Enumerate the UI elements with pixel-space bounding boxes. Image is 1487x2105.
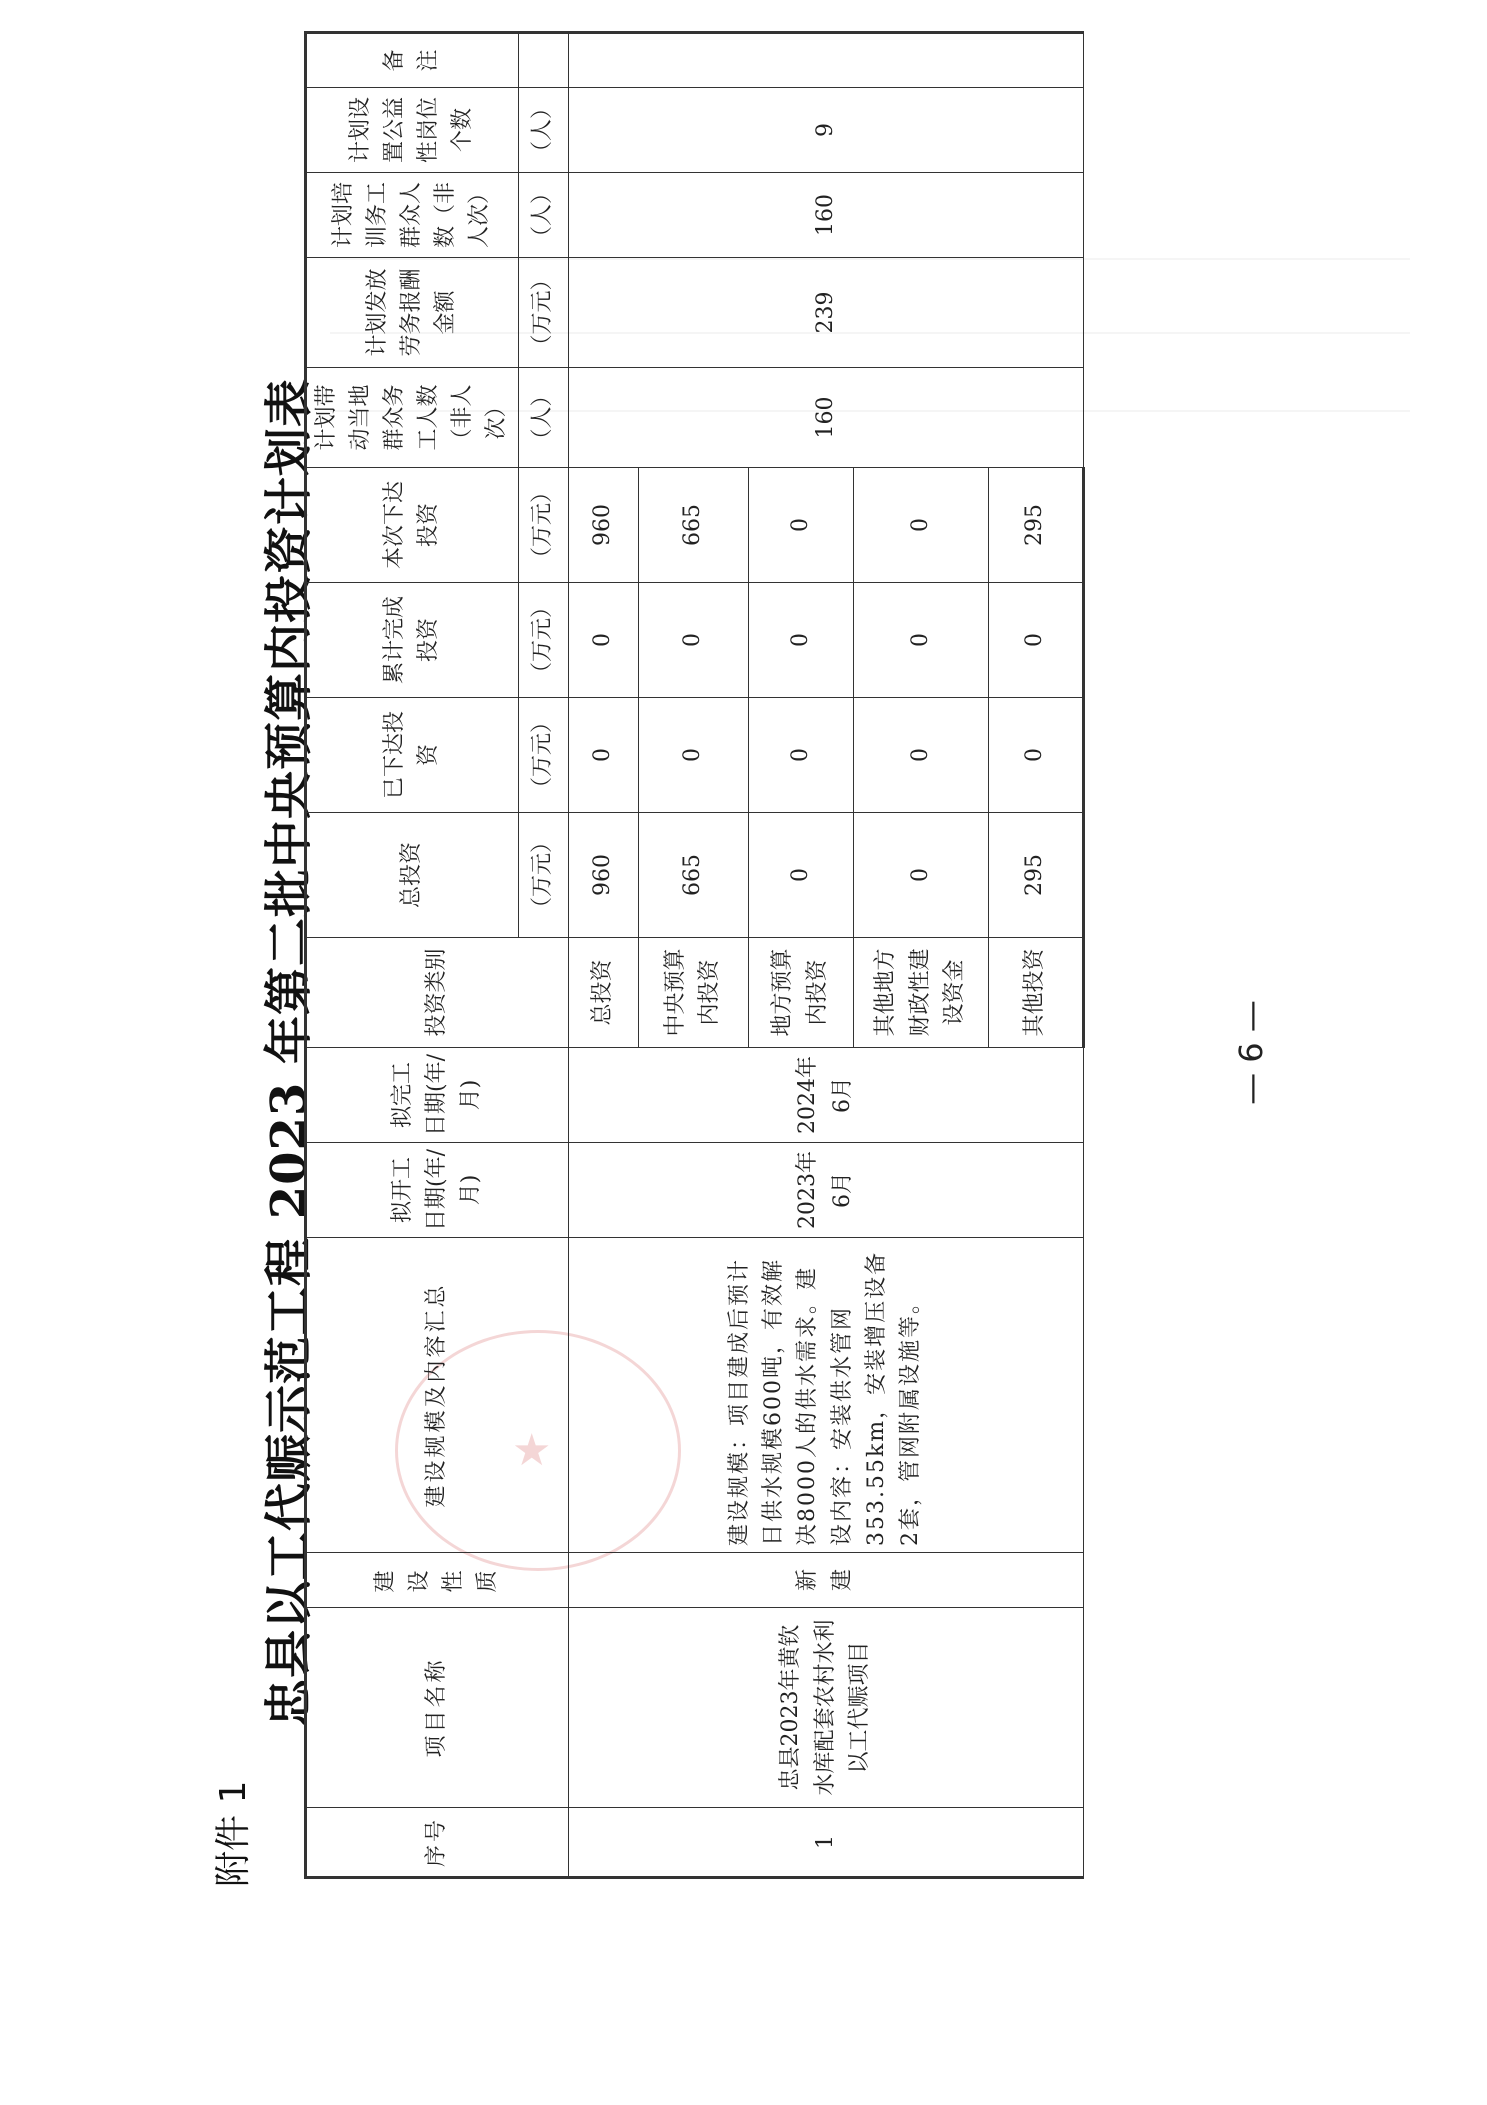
header-current-investment: 本次下达投资	[306, 468, 519, 583]
unit-issued: （万元）	[518, 698, 568, 813]
project-remarks	[568, 33, 1083, 88]
header-investment-category: 投资类别	[306, 938, 569, 1048]
unit-completed: （万元）	[518, 583, 568, 698]
row-issued: 0	[988, 698, 1083, 813]
attachment-label: 附件 1	[213, 1780, 254, 1887]
header-construction-nature: 建设性质	[306, 1553, 569, 1608]
header-remarks: 备注	[306, 33, 519, 88]
project-name: 忠县2023年黄钦水库配套农村水利以工代赈项目	[568, 1608, 1083, 1808]
row-issued: 0	[568, 698, 638, 813]
unit-current: （万元）	[518, 468, 568, 583]
row-current: 960	[568, 468, 638, 583]
header-labor-pay: 计划发放劳务报酬金额	[306, 258, 519, 368]
row-total: 295	[988, 813, 1083, 938]
header-start-date: 拟开工日期(年/月)	[306, 1143, 569, 1238]
row-issued: 0	[638, 698, 748, 813]
row-completed: 0	[988, 583, 1083, 698]
row-completed: 0	[638, 583, 748, 698]
row-total: 0	[853, 813, 988, 938]
row-completed: 0	[568, 583, 638, 698]
investment-plan-table	[304, 31, 1085, 1879]
project-workers: 160	[568, 368, 1083, 468]
row-completed: 0	[853, 583, 988, 698]
row-current: 665	[638, 468, 748, 583]
unit-positions: （人）	[518, 88, 568, 173]
page-number: — 6 —	[1232, 1000, 1270, 1105]
row-category: 其他投资	[988, 938, 1083, 1048]
project-nature: 新建	[568, 1553, 1083, 1608]
header-completed-investment: 累计完成投资	[306, 583, 519, 698]
project-start-date: 2023年6月	[568, 1143, 1083, 1238]
row-total: 665	[638, 813, 748, 938]
header-project-name: 项目名称	[306, 1608, 569, 1808]
row-completed: 0	[748, 583, 853, 698]
row-issued: 0	[748, 698, 853, 813]
project-seq: 1	[568, 1808, 1083, 1878]
unit-remarks	[518, 33, 568, 88]
row-category: 总投资	[568, 938, 638, 1048]
unit-total: （万元）	[518, 813, 568, 938]
row-total: 0	[748, 813, 853, 938]
table-header-row	[306, 33, 519, 1878]
header-workers: 计划带动当地群众务工人数（非人次）	[306, 368, 519, 468]
row-total: 960	[568, 813, 638, 938]
header-positions: 计划设置公益性岗位个数	[306, 88, 519, 173]
project-content: 建设规模：项目建成后预计日供水规模600吨，有效解决8000人的供水需求。建设内容：安装供水管网353.55km，安装增压设备2套，管网附属设施等。	[568, 1238, 1083, 1553]
project-end-date: 2024年6月	[568, 1048, 1083, 1143]
header-training: 计划培训务工群众人数（非人次）	[306, 173, 519, 258]
header-scale-content: 建设规模及内容汇总	[306, 1238, 569, 1553]
row-current: 0	[853, 468, 988, 583]
project-training: 160	[568, 173, 1083, 258]
table-row	[568, 33, 638, 1878]
header-end-date: 拟完工日期(年/月)	[306, 1048, 569, 1143]
seal-star-icon: ★	[512, 1425, 552, 1476]
header-seq: 序号	[306, 1808, 569, 1878]
header-total-investment: 总投资	[306, 813, 519, 938]
row-current: 0	[748, 468, 853, 583]
project-labor-pay: 239	[568, 258, 1083, 368]
row-category: 地方预算内投资	[748, 938, 853, 1048]
project-positions: 9	[568, 88, 1083, 173]
row-current: 295	[988, 468, 1083, 583]
document-title: 忠县以工代赈示范工程 2023 年第二批中央预算内投资计划表	[261, 377, 317, 1728]
unit-training: （人）	[518, 173, 568, 258]
row-category: 中央预算内投资	[638, 938, 748, 1048]
header-issued-investment: 已下达投资	[306, 698, 519, 813]
row-issued: 0	[853, 698, 988, 813]
unit-labor-pay: （万元）	[518, 258, 568, 368]
row-category: 其他地方财政性建设资金	[853, 938, 988, 1048]
unit-workers: （人）	[518, 368, 568, 468]
